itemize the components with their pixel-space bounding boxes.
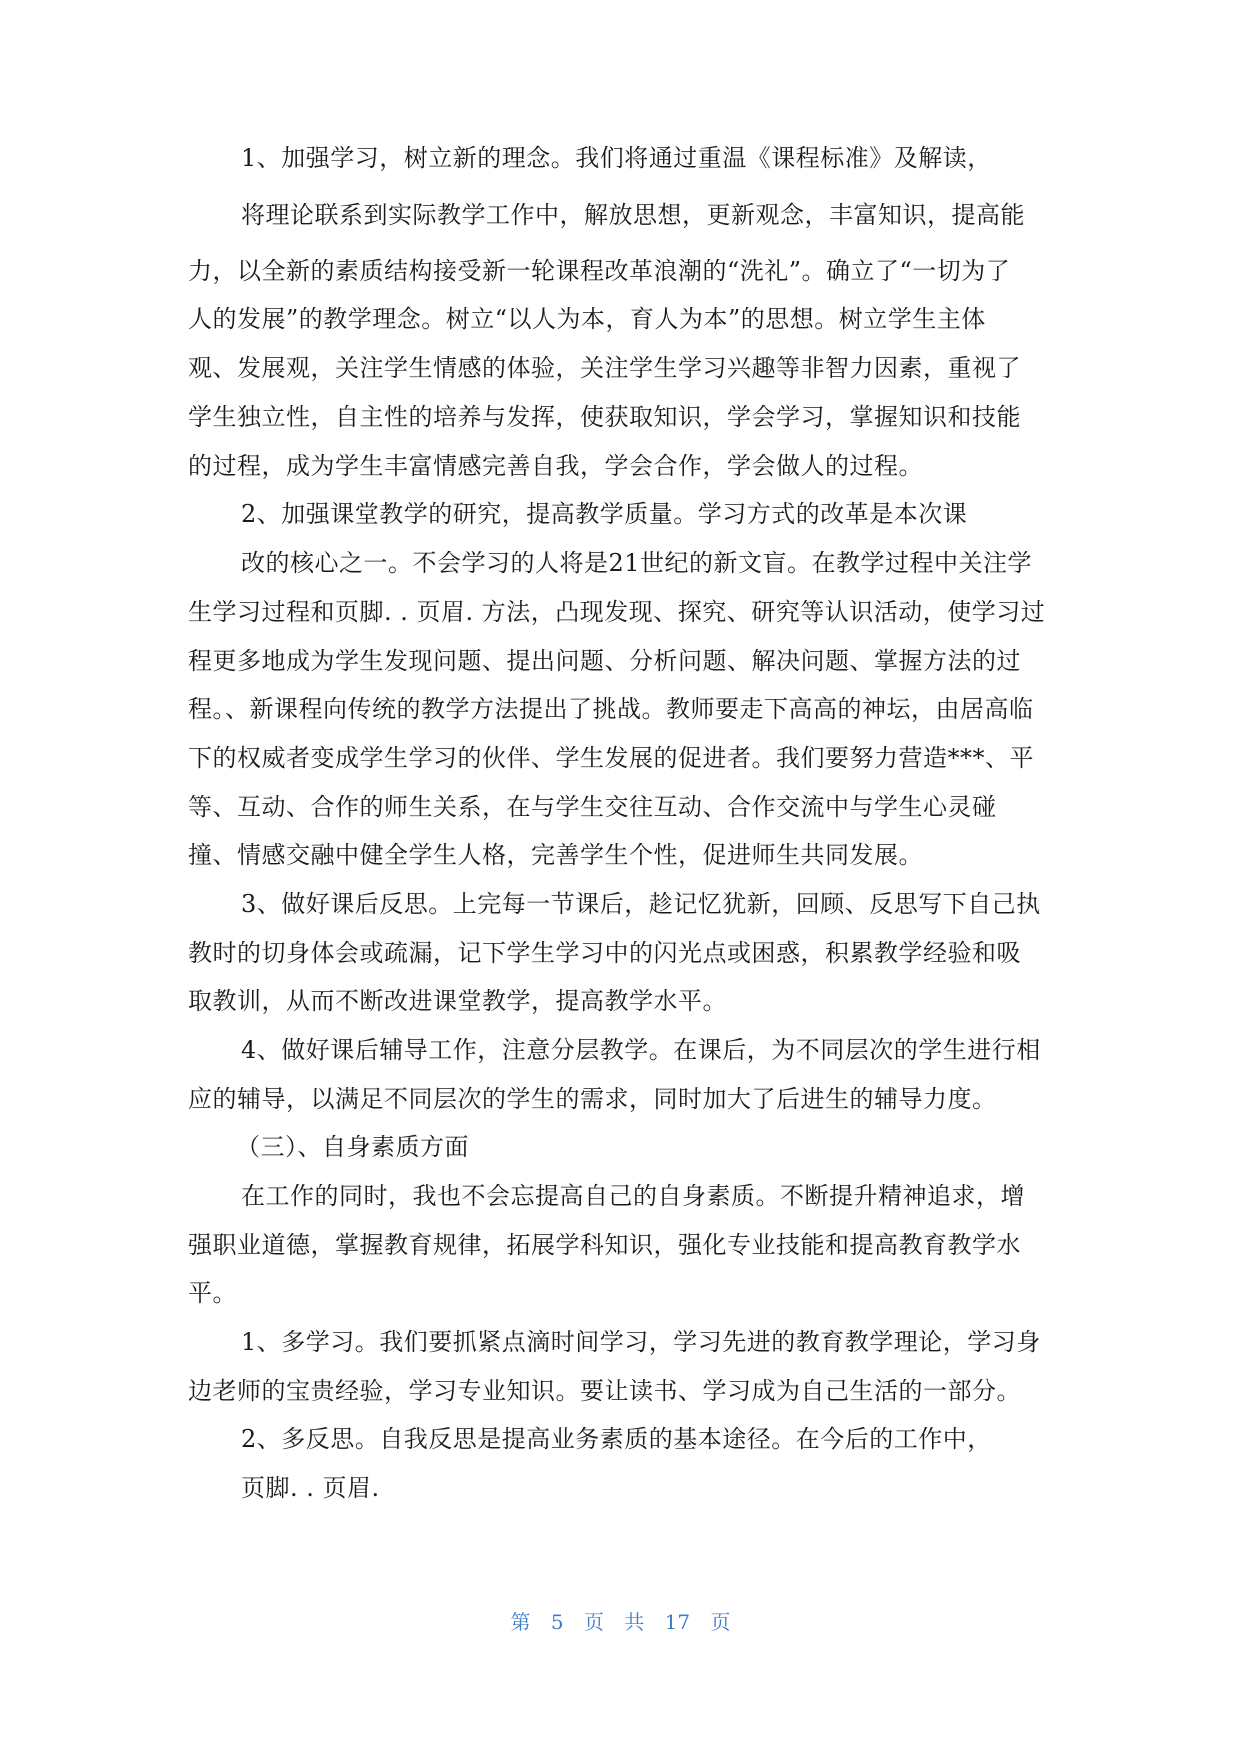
text-line: 应的辅导，以满足不同层次的学生的需求，同时加大了后进生的辅导力度。 (188, 1085, 997, 1113)
text-line: 1、加强学习，树立新的理念。我们将通过重温《课程标准》及解读， (241, 144, 992, 172)
text-line: 平。 (188, 1279, 237, 1307)
text-line: 力，以全新的素质结构接受新一轮课程改革浪潮的“洗礼”。确立了“一切为了 (188, 257, 1011, 285)
text-line: 改的核心之一。不会学习的人将是21世纪的新文盲。在教学过程中关注学 (241, 549, 1033, 577)
text-line: 生学习过程和页脚. . 页眉. 方法，凸现发现、探究、研究等认识活动，使学习过 (188, 598, 1046, 626)
text-line: 3、做好课后反思。上完每一节课后，趁记忆犹新，回顾、反思写下自己执 (241, 890, 1041, 918)
text-line: 强职业道德，掌握教育规律，拓展学科知识，强化专业技能和提高教育教学水 (188, 1231, 1021, 1259)
text-line: 撞、情感交融中健全学生人格，完善学生个性，促进师生共同发展。 (188, 841, 923, 869)
text-line: 在工作的同时，我也不会忘提高自己的自身素质。不断提升精神追求，增 (241, 1182, 1025, 1210)
text-line: 取教训，从而不断改进课堂教学，提高教学水平。 (188, 987, 727, 1015)
text-line: 教时的切身体会或疏漏，记下学生学习中的闪光点或困惑，积累教学经验和吸 (188, 939, 1021, 967)
text-line: 学生独立性，自主性的培养与发挥，使获取知识，学会学习，掌握知识和技能 (188, 403, 1021, 431)
text-line: 的过程，成为学生丰富情感完善自我，学会合作，学会做人的过程。 (188, 452, 923, 480)
section-heading: （三）、自身素质方面 (236, 1133, 469, 1161)
text-line: 下的权威者变成学生学习的伙伴、学生发展的促进者。我们要努力营造***、平 (188, 744, 1034, 772)
text-line: 4、做好课后辅导工作，注意分层教学。在课后，为不同层次的学生进行相 (241, 1036, 1041, 1064)
text-line: 人的发展”的教学理念。树立“以人为本，育人为本”的思想。树立学生主体 (188, 305, 986, 333)
text-line: 1、多学习。我们要抓紧点滴时间学习，学习先进的教育教学理论，学习身 (241, 1328, 1041, 1356)
page-number-footer: 第 5 页 共 17 页 (510, 1610, 731, 1634)
text-line: 程更多地成为学生发现问题、提出问题、分析问题、解决问题、掌握方法的过 (188, 647, 1021, 675)
text-line: 边老师的宝贵经验，学习专业知识。要让读书、学习成为自己生活的一部分。 (188, 1377, 1021, 1405)
text-line: 观、发展观，关注学生情感的体验，关注学生学习兴趣等非智力因素，重视了 (188, 354, 1021, 382)
text-line: 程。、新课程向传统的教学方法提出了挑战。教师要走下高高的神坛，由居高临 (188, 695, 1034, 723)
text-line: 2、多反思。自我反思是提高业务素质的基本途径。在今后的工作中， (241, 1425, 992, 1453)
text-line: 等、互动、合作的师生关系，在与学生交往互动、合作交流中与学生心灵碰 (188, 793, 997, 821)
text-line: 2、加强课堂教学的研究，提高教学质量。学习方式的改革是本次课 (241, 500, 968, 528)
text-line: 页脚. . 页眉. (241, 1474, 380, 1502)
text-line: 将理论联系到实际教学工作中，解放思想，更新观念，丰富知识，提高能 (241, 201, 1025, 229)
